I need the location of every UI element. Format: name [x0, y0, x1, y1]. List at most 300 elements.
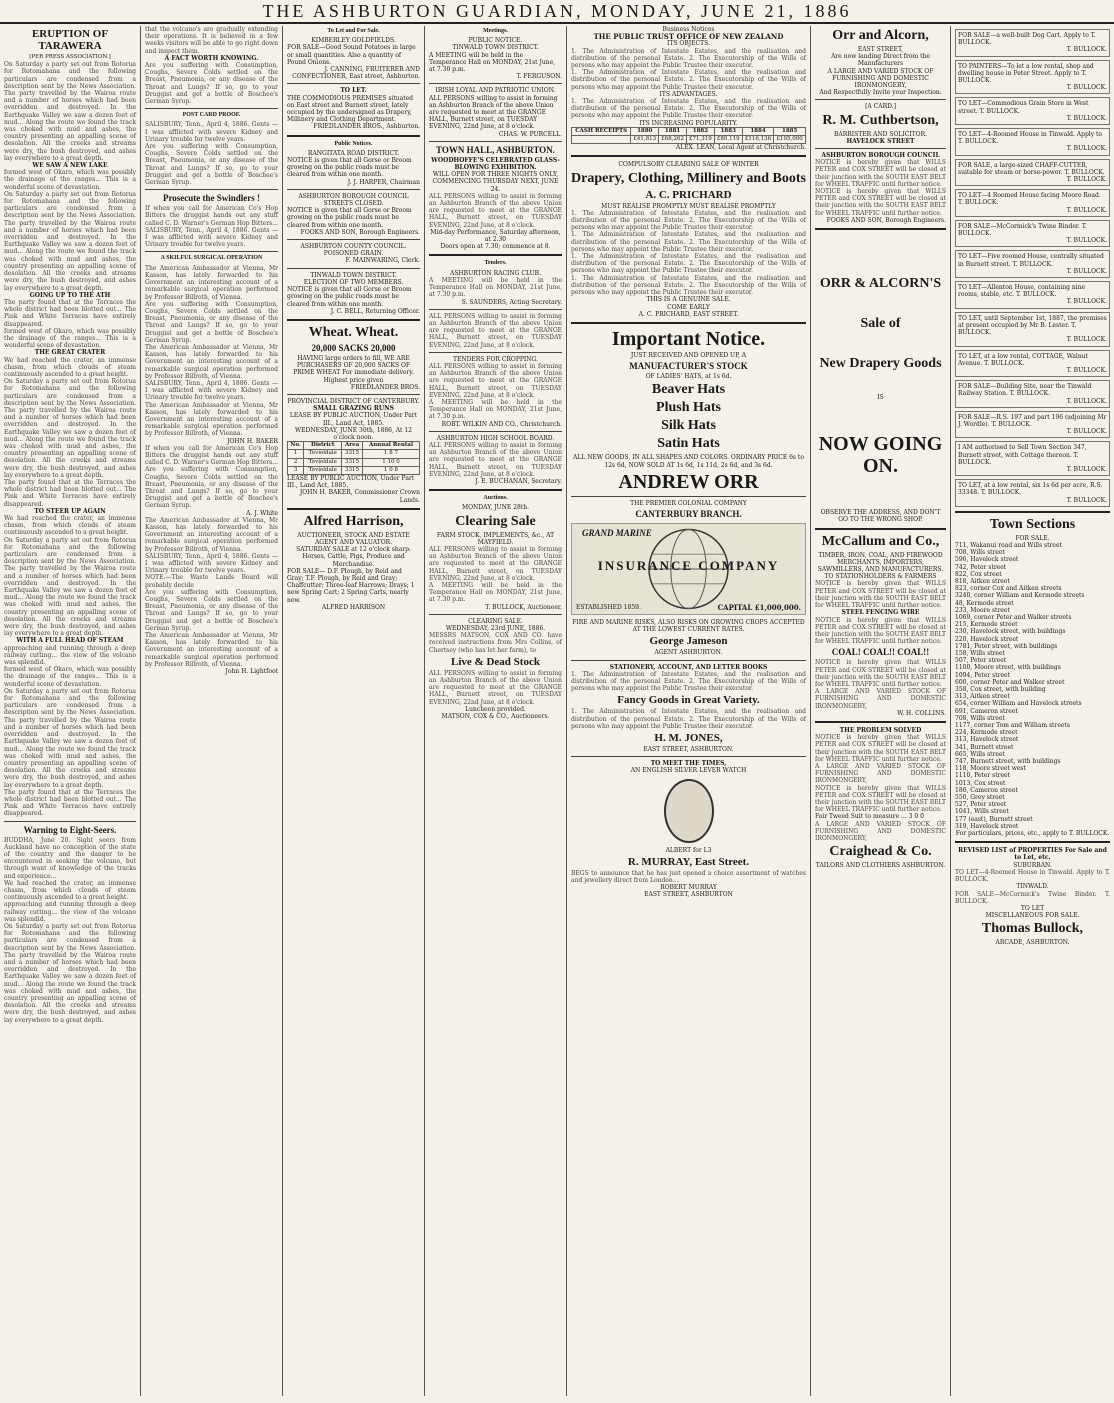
- hat-heading: Plush Hats: [656, 400, 721, 416]
- list-item: 1013, Cox street: [955, 779, 1006, 787]
- classified-ad: [955, 411, 1110, 439]
- table-cell: 1 8 7: [362, 450, 419, 458]
- classified-ad-text: TO LET, at a low rental, COTTAGE, Walnut Avenue. T. BULLOCK.: [958, 352, 1088, 367]
- list-item: 747, Burnett street, with buildings: [955, 758, 1061, 766]
- classified-ad-text: TO LET—4-Roomed House in Tinwald. Apply to T. BULLOCK.: [958, 131, 1103, 146]
- ad-heading: PUBLIC NOTICE.: [468, 37, 523, 45]
- list-item: 186, Cameron street: [955, 786, 1018, 794]
- ad-body: BEGS to announce that he has just opened a choice assortment of watches and jewellery direct from London...: [571, 869, 806, 884]
- ad-heading: FARM STOCK, IMPLEMENTS, &c., AT MAYFIELD.: [436, 531, 555, 546]
- list-item: 48, Kermode street: [955, 599, 1014, 607]
- article-body: approaching and running through a deep railway cutting... the view of the volcano was splendid.: [4, 644, 136, 667]
- classified-ad-signature: T. BULLOCK.: [1066, 46, 1107, 54]
- ad-heading: MANUFACTURER'S STOCK: [629, 361, 748, 372]
- classified-ad-signature: T. BULLOCK.: [1066, 237, 1107, 245]
- classified-ad-signature: T. BULLOCK.: [1066, 176, 1107, 184]
- list-item: 118, Moore street west: [955, 765, 1026, 773]
- classified-ad-text: TO LET, until September 1st, 1887, the premises at present occupied by Mr B. Lester. T. BULLOCK.: [958, 314, 1107, 337]
- table-row: [572, 136, 806, 144]
- ad-body: 1. The Administration of Intestate Estates, and the realisation and distribution of the personal Estate. 2. The Executorship of the Wills of persons who may appoint the Public Trustee their executor.: [571, 69, 806, 91]
- ad-signature: ALEX. LEAN, Local Agent at Christchurch.: [675, 144, 806, 152]
- ad-signature: J. C. BELL, Returning Officer.: [330, 307, 420, 315]
- ad-body: FIRE AND MARINE RISKS, ALSO RISKS ON GROWING CROPS ACCEPTED AT THE LOWEST CURRENT RATES.: [572, 618, 805, 634]
- ad-heading: TINWALD.: [1016, 883, 1049, 891]
- prichard-heading: A. C. PRICHARD: [645, 188, 732, 201]
- ad-heading: TO LET.: [340, 87, 367, 95]
- surgical-body: Are you suffering with Consumption, Coughs, Severe Colds settled on the Breast, Pneumonia, or any disease of the Throat and Lungs? If so, go to your Druggist and get a bottle of Boschee's German Syrup.: [145, 466, 278, 510]
- classified-ad-signature: T. BULLOCK.: [1066, 397, 1107, 405]
- ad-heading: SUBURBAN.: [1013, 861, 1052, 869]
- now-going-on-heading: NOW GOING ON.: [818, 433, 943, 478]
- ad-heading: WEDNESDAY, 23rd JUNE, 1886.: [445, 625, 546, 633]
- table-cell: 3315: [342, 466, 363, 474]
- swindlers-body: If when you call for American Co's Hop Bitters the druggist hands out any stuff called C. D. Warner's German Hop Bitters...: [145, 205, 278, 227]
- ad-heading: STREETS CLOSED.: [323, 200, 384, 208]
- town-sections-heading: Town Sections: [989, 516, 1076, 532]
- jameson-heading: George Jameson: [649, 635, 728, 648]
- classified-ad-text: FOR SALE—McCormick's Twine Binder. T. BULLOCK.: [958, 222, 1087, 238]
- table-header: No.: [288, 442, 304, 450]
- ad-heading: JUST RECEIVED AND OPENED UP, A: [630, 351, 747, 359]
- ad-signature: CHAS. W. PURCELL.: [498, 130, 562, 138]
- list-item: 822, Cox street: [955, 570, 1002, 578]
- list-item: 230, Havelock street, with buildings: [955, 628, 1066, 636]
- surgical-body: The American Ambassador at Vienna, Mr Kasson, has lately forwarded to his Government an interesting account of a remarkable surgical operation performed by Professor Billroth, of Vienna.: [145, 264, 278, 301]
- article-body: The party found that at the Terraces the whole district had been blotted out... The Pink and White Terraces have entirely disappeared.: [4, 478, 136, 508]
- table-header: District: [304, 442, 342, 450]
- column-3: [282, 26, 424, 1396]
- list-item: 1110, Peter street: [955, 772, 1011, 780]
- list-item: 708, Wills street: [955, 549, 1005, 557]
- ad-signature: J. J. HARPER, Chairman: [347, 178, 420, 186]
- list-item: 358, Cox street, with building: [955, 686, 1046, 694]
- sacks-heading: 20,000 SACKS 20,000: [311, 342, 396, 353]
- ad-body: NOTICE is given that all Gorse or Broom growing on the public roads must be cleared from within one month.: [287, 207, 412, 229]
- article-body: On Saturday a party set out from Rotorua for Rotomahana and the following particulars are condensed from a description sent by the News Association. The party travelled by the Wairoa route and a number of horses which had been overridden and destroyed. In the Earthquake Valley we saw a dozen feet of mud... Along the route we found the track was choked with mud and ashes, the country presenting an appalling scene of desolation. All the creeks and streams were dry, the bush destroyed, and ashes lay everywhere to a great depth.: [4, 190, 136, 292]
- orr-heading: ANDREW ORR: [618, 470, 759, 493]
- ad-body: ALL PERSONS willing to assist in forming an Ashburton Branch of the above Union are requested to meet at the GRANGE HALL, Burnett street, on TUESDAY EVENING, 22nd June, at 8 o'clock.: [429, 669, 562, 706]
- ad-heading: KIMBERLEY GOLDFIELDS.: [311, 37, 396, 45]
- new-drapery-heading: New Drapery Goods: [819, 356, 942, 372]
- classified-ad-signature: T. BULLOCK.: [1066, 84, 1107, 92]
- classified-ad-signature: T. BULLOCK.: [1066, 145, 1107, 153]
- ad-body: ALL PERSONS willing to assist in forming an Ashburton Branch of the above Union are requested to meet at the GRANGE HALL, Burnett street, on TUESDAY EVENING, 22nd June, at 8 o'clock.: [429, 441, 562, 478]
- orr-alcorn-heading: Orr and Alcorn,: [832, 28, 929, 43]
- subheading: WITH A FULL HEAD OF STEAM: [16, 637, 124, 645]
- classified-ad-signature: T. BULLOCK.: [1066, 267, 1107, 275]
- jones-heading: H. M. JONES,: [654, 731, 723, 744]
- table-cell: £68,262: [659, 136, 687, 144]
- list-item: 654, corner William and Havelock streets: [955, 700, 1082, 708]
- ad-heading: TAILORS AND CLOTHIERS ASHBURTON.: [815, 862, 946, 870]
- ad-heading: ASHBURTON BOROUGH COUNCIL: [298, 192, 409, 200]
- list-item: 550, Grey street: [955, 794, 1005, 802]
- ad-heading: SMALL GRAZING RUNS: [313, 405, 394, 413]
- ad-signature: T. FERGUSON.: [516, 73, 562, 81]
- classified-ad-signature: T. BULLOCK.: [1066, 366, 1107, 374]
- ad-heading: BARRISTER AND SOLICITOR.: [833, 130, 928, 138]
- list-item: 341, Burnett street: [955, 743, 1014, 751]
- sale-of-heading: Sale of: [860, 316, 901, 332]
- ad-heading: AUCTIONEER, STOCK AND ESTATE AGENT AND VALUATOR.: [297, 531, 410, 546]
- table-cell: £195,000: [774, 136, 806, 144]
- ad-heading: TOWN HALL, ASHBURTON.: [436, 144, 555, 155]
- ad-body: ALL PERSONS willing to assist in forming an Ashburton Branch of the above Union are requested to meet at the GRANGE HALL, Burnett street, on TUESDAY EVENING, 22nd June, at 8 o'clock.: [429, 312, 562, 349]
- article-body: We had reached the crater, an immense chasm, from which clouds of steam continuously ascended to a great height.: [4, 879, 136, 902]
- classified-ad-signature: T. BULLOCK.: [1066, 428, 1107, 436]
- classified-ad: [955, 441, 1110, 476]
- list-item: 691, Cameron street: [955, 707, 1018, 715]
- ad-body: A LARGE AND VARIED STOCK OF FURNISHING AND DOMESTIC IRONMONGERY,: [815, 762, 946, 785]
- ad-body: 1. The Administration of Intestate Estates, and the realisation and distribution of the personal Estate. 2. The Executorship of the Wills of persons who may appoint the Public Trustee their executor.: [571, 47, 806, 70]
- ad-heading: AN ENGLISH SILVER LEVER WATCH: [630, 767, 747, 775]
- ad-body: A LARGE AND VARIED STOCK OF FURNISHING AND DOMESTIC IRONMONGERY,: [815, 688, 946, 710]
- ad-body: SATURDAY SALE at 12 o'clock sharp. Horses, Cattle, Pigs, Produce and Merchandise.: [296, 546, 411, 568]
- cash-receipts-table: [571, 127, 806, 144]
- ad-signature: ROBT. WILKIN AND CO., Christchurch.: [441, 420, 562, 428]
- section-title: Meetings.: [483, 28, 508, 34]
- ad-heading: WOODHOFFE'S CELEBRATED GLASS-BLOWING EXHIBITION.: [431, 156, 560, 172]
- ad-heading: MONDAY, JUNE 28th.: [461, 504, 530, 512]
- article-body: approaching and running through a deep railway cutting... the view of the volcano was splendid.: [4, 901, 136, 923]
- classified-ad-text: TO LET—Allenton House, containing nine rooms, stable, etc. T. BULLOCK.: [958, 284, 1086, 299]
- table-cell: £41,813: [631, 136, 659, 144]
- table-row: [288, 466, 420, 474]
- list-item: 711, Wakanui road and Wills street: [955, 541, 1062, 549]
- ad-body: A MEETING will be held in the Temperance Hall on MONDAY, 21st June, at 7.30 p.m.: [429, 582, 562, 604]
- ad-body: LEASE BY PUBLIC AUCTION, Under Part III., Land Act, 1885.: [287, 474, 415, 490]
- classified-ad-signature: T. BULLOCK.: [1066, 298, 1107, 306]
- classified-ad-text: FOR SALE, a large-sized CHAFF-CUTTER, suitable for steam or horse-power. T. BULLOCK.: [958, 161, 1105, 176]
- classified-ad: [955, 29, 1110, 57]
- bullock-signature: Thomas Bullock,: [981, 921, 1084, 937]
- ad-body: NOTICE is hereby given that WILLS PETER and COX STREET will be closed at their junction with the SOUTH EAST BELT for WHEEL TRAFFIC until further notice.: [815, 159, 946, 188]
- column-1: [0, 26, 140, 1396]
- list-item: 313, Havelock street: [955, 736, 1019, 744]
- grand-marine-text: GRAND MARINE: [582, 527, 652, 538]
- classified-ad: [955, 159, 1110, 187]
- ad-heading: ASHBURTON HIGH SCHOOL BOARD.: [436, 434, 555, 442]
- list-item: 1041, Wills street: [955, 808, 1009, 816]
- article-body: formed west of Okaro, which was possibly the drainage of the ranges... This is a wonderful scene of devastation.: [4, 666, 136, 688]
- capital-text: CAPITAL £1,000,000.: [717, 602, 801, 612]
- ad-heading: [A CARD.]: [865, 103, 896, 111]
- table-header: 1881: [659, 127, 687, 135]
- list-item: 1069, corner Peter and Walker streets: [955, 613, 1072, 621]
- classified-ad: [955, 97, 1110, 125]
- ad-body: TO LET—4-Roomed House in Tinwald. Apply to T. BULLOCK.: [955, 868, 1110, 884]
- warning-body: BUDDHA, June 20. Sight seers from Auckland have no conception of the state of the country and the danger to be encountered in seeking the volcano, but through want of knowledge of the tracks and experience...: [4, 836, 136, 880]
- subheading: WE SAW A NEW LAKE: [32, 162, 108, 170]
- subheading: THE GREAT CRATER: [34, 349, 106, 357]
- surgical-body: NOTE.—The Waste Lands Board will probably decide: [145, 574, 278, 589]
- byline: [PER PRESS ASSOCIATION.]: [29, 54, 111, 60]
- table-cell: 1 10 0: [362, 458, 419, 466]
- ad-body: ALL NEW GOODS, IN ALL SHAPES AND COLORS. ORDINARY PRICE 6s to 12s 6d, NOW SOLD AT 1s 6d, 1s 11d, 2s 6d, and 3s 6d.: [573, 454, 804, 469]
- surgical-body: Are you suffering with Consumption, Coughs, Severe Colds settled on the Breast, Pneumonia, or any disease of the Throat and Lungs? If so, go to your Druggist and get a bottle of Boschee's German Syrup.: [145, 588, 278, 632]
- bullock-ads: [955, 29, 1110, 507]
- table-row: [288, 450, 420, 458]
- ad-heading: COMPULSORY CLEARING SALE OF WINTER: [618, 161, 759, 169]
- article-body: that the volcano's are gradually extending their operations. It is believed in a few weeks visitors will be able to go right down and inspect them.: [145, 26, 278, 55]
- section-title: To Let and For Sale.: [327, 28, 380, 34]
- table-cell: 1 0 8: [362, 466, 419, 474]
- surgical-body: The American Ambassador at Vienna, Mr Kasson, has lately forwarded to his Government an interesting account of a remarkable surgical operation performed by Professor Billroth, of Vienna.: [145, 516, 278, 553]
- section-title: Business Notices: [662, 26, 715, 33]
- article-body: We had reached the crater, an immense chasm, from which clouds of steam continuously ascended to a great height.: [4, 356, 136, 378]
- list-item: 596, Havelock street: [955, 556, 1019, 564]
- list-item: 1177, corner Tom and William streets: [955, 722, 1070, 730]
- table-header: CASH RECEIPTS: [572, 127, 631, 135]
- classified-ad-text: TO PAINTERS—To let a low rental, shop and dwelling house in Peter Street. Apply to T. BULLOCK.: [958, 62, 1094, 85]
- ad-body: A MEETING will be held in the Temperance Hall on MONDAY, 21st June, at 7.30 p.m.: [429, 51, 556, 74]
- ad-signature: FRIEDLANDER BROS., Ashburton.: [313, 123, 420, 131]
- ad-body: OBSERVE THE ADDRESS, AND DON'T GO TO THE WRONG SHOP.: [820, 509, 941, 524]
- divider: [4, 821, 136, 822]
- headline-tarawera: ERUPTION OF TARAWERA: [31, 28, 109, 52]
- surgical-body: Are you suffering with Consumption, Coughs, Severe Colds settled on the Breast, Pneumonia, or any disease of the Throat and Lungs? If so, go to your Druggist and get a bottle of Boschee's German Syrup.: [145, 300, 278, 344]
- ad-signature: T. BULLOCK, Auctioneer.: [485, 603, 562, 611]
- ad-heading: EAST STREET,: [857, 46, 904, 53]
- ad-body: A MEETING will be held in the Temperance Hall on MONDAY, 21st June, at 7.30 p.m.: [429, 276, 562, 299]
- ad-heading: MISCELLANEOUS FOR SALE.: [985, 912, 1080, 920]
- list-item: 319, Havelock street: [955, 822, 1019, 830]
- ad-heading: COME EARLY: [667, 303, 710, 311]
- ad-heading: ELECTION OF TWO MEMBERS.: [303, 278, 404, 286]
- table-cell: Tevioldale: [304, 450, 342, 458]
- proof-title: POST CARD PROOF.: [182, 112, 241, 119]
- column-4: [424, 26, 566, 1396]
- list-item: 233, Moore street: [955, 606, 1010, 614]
- column-2: [140, 26, 282, 1396]
- classified-ad: [955, 312, 1110, 347]
- ad-body: MESSRS MATSON, COX AND CO. have received instructions from Mrs Collins, of Chertsey (who has let her farm), to: [429, 632, 562, 654]
- list-item: 665, Wills street: [955, 750, 1005, 758]
- insurance-company-text: INSURANCE COMPANY: [597, 557, 780, 573]
- ad-heading: AGENT ASHBURTON.: [654, 649, 723, 657]
- classified-ad-signature: T. BULLOCK.: [1066, 114, 1107, 122]
- classified-ad-text: TO LET, at a low rental, six 1s 6d per acre, R.S. 33348. T. BULLOCK.: [958, 482, 1103, 497]
- list-item: 527, Peter street: [955, 801, 1007, 809]
- ad-heading: ITS ADVANTAGES.: [659, 90, 718, 98]
- article-body: On Saturday a party set out from Rotorua for Rotomahana and the following particulars are condensed from a description sent by the News Association. The party travelled by the Wairoa route and a number of horses which had been overridden and destroyed. In the Earthquake Valley we saw a dozen feet of mud... Along the route we found the track was choked with mud and ashes, the country presenting an appalling scene of desolation. All the creeks and streams were dry, the bush destroyed, and ashes lay everywhere to a great depth.: [4, 536, 136, 638]
- surgical-body: The American Ambassador at Vienna, Mr Kasson, has lately forwarded to his Government an interesting account of a remarkable surgical operation performed by Professor Billroth, of Vienna.: [145, 632, 278, 668]
- classified-ad: [955, 281, 1110, 309]
- article-body: formed west of Okaro, which was possibly the drainage of the ranges... This is a wonderful scene of devastation.: [4, 169, 136, 191]
- column-7: [950, 26, 1114, 1396]
- classified-ad-text: I AM authorised to Sell Town Section 347, Burnett street, with Cottage thereon. T. BULLOCK.: [958, 444, 1087, 466]
- ad-signature: MATSON, COX & CO., Auctioneers.: [441, 713, 550, 721]
- classified-ad: [955, 128, 1110, 156]
- table-cell: Tevioldale: [304, 458, 342, 466]
- table-cell: 3315: [342, 450, 363, 458]
- ad-signature: ARCADE, ASHBURTON.: [995, 939, 1070, 947]
- ad-heading: TINWALD TOWN DISTRICT.: [452, 44, 539, 52]
- ad-heading: THIS IS A GENUINE SALE.: [646, 296, 731, 304]
- ad-signature: S. SAUNDERS, Acting Secretary.: [461, 298, 562, 306]
- classified-ad-text: FOR SALE—a well-built Dog Cart. Apply to T. BULLOCK.: [958, 32, 1096, 47]
- murray-heading: R. MURRAY, East Street.: [627, 855, 750, 868]
- ad-body: Highest price given: [323, 376, 384, 384]
- classified-ad-text: TO LET—Commodious Grain Store in West street. T. BULLOCK.: [958, 100, 1089, 115]
- ad-body: A LARGE AND VARIED STOCK OF FURNISHING AND DOMESTIC IRONMONGERY,: [827, 67, 934, 90]
- table-header: 1880: [631, 127, 659, 135]
- ad-heading: LEASE BY PUBLIC AUCTION, Under Part III., Land Act, 1885.: [289, 412, 418, 427]
- ad-heading: CANTERBURY BRANCH.: [635, 508, 742, 519]
- list-item: 1094, Peter street: [955, 671, 1011, 679]
- article-body: On Saturday a party set out from Rotorua for Rotomahana and the following particulars are condensed from a description sent by the News Association. The party travelled by the Wairoa route and a number of horses which had been overridden and destroyed. In the Earthquake Valley we saw a dozen feet of mud... Along the route we found the track was choked with mud and ashes, the country presenting an appalling scene of desolation. All the creeks and streams were dry, the bush destroyed, and ashes lay everywhere to a great depth.: [4, 922, 136, 1024]
- ad-signature: F. MAINWARING, Clerk.: [345, 257, 420, 265]
- classified-ad: [955, 479, 1110, 507]
- ad-heading: ALBERT for L3: [665, 846, 712, 854]
- table-cell: 1: [288, 450, 304, 458]
- price-line: Fair Tweed Suit to measure ... 3 0 0: [815, 813, 924, 821]
- masthead: THE ASHBURTON GUARDIAN, MONDAY, JUNE 21, 1886: [0, 0, 1114, 24]
- classified-ad: [955, 60, 1110, 95]
- ad-body: FOR SALE—Good Sound Potatoes in large or small quantities. Also a quantity of Pound Onions.: [287, 44, 416, 66]
- article-body: On Saturday a party set out from Rotorua for Rotomahana and the following particulars are condensed from a description sent by the News Association. The party travelled by the Wairoa route and a number of horses which had been overridden and destroyed. In the Earthquake Valley we saw a dozen feet of mud... Along the route we found the track was choked with mud and ashes, the country presenting an appalling scene of desolation. All the creeks and streams were dry, the bush destroyed, and ashes lay everywhere to a great depth.: [4, 61, 136, 162]
- pocket-watch-icon: [664, 779, 714, 843]
- table-cell: £80,119: [714, 136, 742, 144]
- surgical-body: The American Ambassador at Vienna, Mr Kasson, has lately forwarded to his Government an interesting account of a remarkable surgical operation performed by Professor Billroth, of Vienna.: [145, 401, 278, 438]
- ad-heading: TO STATIONHOLDERS & FARMERS: [824, 573, 937, 581]
- harrison-heading: Alfred Harrison,: [303, 513, 404, 529]
- ad-body: NOTICE is hereby given that WILLS PETER and COX STREET will be closed at their junction with the SOUTH EAST BELT for WHEEL TRAFFIC until further notice.: [815, 188, 946, 217]
- ad-body: NOTICE is hereby given that WILLS PETER and COX STREET will be closed at their junction with the SOUTH EAST BELT for WHEEL TRAFFIC until further notice.: [815, 659, 946, 688]
- article-body: formed west of Okaro, which was possibly the drainage of the ranges... This is a wonderful scene of devastation.: [4, 327, 136, 350]
- ad-body: And Respectfully Invite your Inspection.: [819, 89, 942, 97]
- warning-title: Warning to Eight-Seers.: [23, 824, 117, 835]
- wheat-heading: Wheat. Wheat.: [308, 324, 399, 340]
- table-cell: 3: [288, 466, 304, 474]
- ad-heading: HAVELOCK STREET: [846, 137, 915, 145]
- ad-body: FOR SALE— D.F. Plough, by Reid and Gray; T.F. Plough, by Reid and Gray; Chaffcutter; Three-leaf Harrows; Drays; 1 new Spring Cart; 2 Spring Carts, nearly new.: [287, 567, 415, 604]
- ad-heading: ASHBURTON BOROUGH COUNCIL: [821, 152, 940, 160]
- ad-signature: EAST STREET, ASHBURTON: [644, 891, 733, 899]
- ad-heading: POISONED GRAIN.: [323, 250, 384, 258]
- ad-heading: TENDERS FOR CROPPING.: [452, 355, 539, 363]
- runs-table: [287, 441, 420, 475]
- table-header: 1885: [774, 127, 806, 135]
- surgical-body: If when you call for American Co's Hop Bitters the druggist hands out any stuff called C. D. Warner's German Hop Bitters...: [145, 444, 278, 467]
- ad-body: 1. The Administration of Intestate Estates, and the realisation and distribution of the personal Estate. 2. The Executorship of the Wills of persons who may appoint the Public Trustee their executor.: [571, 231, 806, 253]
- ad-signature: ALFRED HARRISON: [321, 603, 386, 611]
- list-item: 1100, Moore street, with buildings: [955, 664, 1061, 672]
- ad-body: THE COMMODIOUS PREMISES situated on East street and Burnett street, lately occupied by the undersigned as Drapery, Millinery and Clothing Department.: [287, 94, 414, 124]
- ad-body: Luncheon provided.: [465, 705, 526, 713]
- classified-ad-signature: T. BULLOCK.: [1066, 206, 1107, 214]
- ad-heading: ASHBURTON RACING CLUB.: [449, 269, 541, 277]
- ad-signature: W. H. COLLINS.: [897, 709, 946, 717]
- sections-list: [955, 542, 1110, 830]
- ad-signature: FOOKS AND SON, Borough Engineers.: [826, 216, 946, 224]
- table-cell: £116,136: [742, 136, 774, 144]
- surgical-body: SALISBURY, Tenn., April 4, 1886. Gents — I was afflicted with severe Kidney and Urinary trouble for twelve years.: [145, 552, 278, 575]
- ad-body: NOTICE is hereby given that WILLS PETER and COX STREET will be closed at their junction with the SOUTH EAST BELT for WHEEL TRAFFIC until further notice.: [815, 784, 946, 814]
- ad-body: 1. The Administration of Intestate Estates, and the realisation and distribution of the personal Estate. 2. The Executorship of the Wills of persons who may appoint the Public Trustee their executor.: [571, 670, 806, 693]
- ad-heading: EAST STREET, ASHBURTON.: [643, 745, 734, 753]
- ad-heading: WEDNESDAY, JUNE 30th, 1886, At 12 o'clock noon.: [295, 426, 412, 441]
- section-title: Auctions.: [483, 495, 508, 502]
- ad-body: ALL PERSONS willing to assist in forming an Ashburton Branch of the above Union are requested to meet at the GRANGE HALL, Burnett street, on TUESDAY EVENING, 22nd June, at 8 o'clock.: [429, 545, 562, 582]
- list-item: 600, corner Peter and Walker street: [955, 678, 1065, 686]
- mccallum-heading: McCallum and Co.,: [821, 533, 940, 549]
- list-item: 742, Peter street: [955, 563, 1007, 571]
- hat-heading: Beaver Hats: [651, 382, 726, 398]
- fact-title: A FACT WORTH KNOWING.: [164, 54, 259, 62]
- ad-heading: ITS INCREASING POPULARITY.: [639, 119, 738, 127]
- ad-body: HAVING large orders to fill, WE ARE PURCHASERS OF 20,000 SACKS OF PRIME WHEAT For immediate delivery.: [293, 354, 414, 377]
- table-cell: Tevioldale: [304, 466, 342, 474]
- ad-heading: PROVINCIAL DISTRICT OF CANTERBURY.: [287, 397, 420, 405]
- column-6: [810, 26, 950, 1396]
- classified-ad-signature: T. BULLOCK.: [1066, 465, 1107, 473]
- ad-heading: TINWALD TOWN DISTRICT.: [310, 271, 397, 279]
- ad-body: 1. The Administration of Intestate Estates, and the realisation and distribution of the personal Estate. 2. The Executorship of the Wills of persons who may appoint the Public Trustee their executor.: [571, 209, 806, 232]
- ad-signature: FRIEDLANDER BROS.: [350, 383, 420, 391]
- signature: John H. Lightfoot: [225, 668, 278, 676]
- classified-ad: [955, 250, 1110, 278]
- ad-body: NOTICE is given that all Gorse or Broom growing on the public roads must be cleared from within one month.: [287, 286, 412, 308]
- ad-signature: JOHN H. BAKER, Commissioner Crown Lands.: [299, 489, 420, 504]
- list-item: 3240, corner William and Kermode streets: [955, 592, 1085, 600]
- classified-ad: [955, 380, 1110, 408]
- table-header: Annual Rental: [362, 442, 419, 450]
- drapery-heading: Drapery, Clothing, Millinery and Boots: [571, 170, 806, 186]
- article-body: The party found that at the Terraces the whole district had been blotted out... The Pink and White Terraces have entirely disappeared.: [4, 788, 136, 818]
- classified-ad-text: TO LET—Five roomed House, centrally situated in Burnett street. T. BULLOCK.: [958, 253, 1104, 268]
- ad-heading: RANGITATA ROAD DISTRICT.: [307, 149, 400, 157]
- ad-body: 1. The Administration of Intestate Estates, and the realisation and distribution of the personal Estate. 2. The Executorship of the Wills of persons who may appoint the Public Trustee their executor.: [571, 98, 806, 120]
- ad-signature: A. C. PRICHARD, EAST STREET.: [638, 310, 739, 318]
- ad-body: NOTICE is given that all Gorse or Broom growing on the public roads must be cleared from within one month.: [287, 157, 412, 179]
- list-item: 1781, Peter street, with buildings: [955, 642, 1058, 650]
- ad-signature: ROBERT MURRAY: [660, 884, 717, 892]
- section-title: Public Notices.: [334, 140, 373, 147]
- signature: JOHN H. BAKER: [227, 437, 278, 445]
- coal-heading: COAL! COAL!! COAL!!: [831, 647, 930, 658]
- surgical-title: A SKILFUL SURGICAL OPERATION: [160, 255, 263, 262]
- ad-body: NOTICE is hereby given that WILLS PETER and COX STREET will be closed at their junction with the SOUTH EAST BELT for WHEEL TRAFFIC until further notice.: [815, 734, 946, 763]
- classified-ad: [955, 350, 1110, 378]
- ad-body: 1. The Administration of Intestate Estates, and the realisation and distribution of the personal Estate. 2. The Executorship of the Wills of persons who may appoint the Public Trustee their executor.: [571, 274, 806, 297]
- clearing-sale-heading: Clearing Sale: [455, 513, 536, 529]
- subheading: GOING UP TO THE ATH: [29, 291, 111, 299]
- ad-body: ALL PERSONS willing to assist in forming an Ashburton Branch of the above Union are requested to meet at the GRANGE HALL, Burnett street, on TUESDAY EVENING, 22nd June, at 8 o'clock.: [429, 94, 558, 131]
- fancy-heading: Fancy Goods in Great Variety.: [617, 694, 760, 707]
- ad-body: TIMBER, IRON, COAL, AND FIREWOOD MERCHANTS, IMPORTERS, SAWMILLERS, AND MANUFACTURERS.: [817, 551, 944, 574]
- list-item: 818, Aitken street: [955, 577, 1010, 585]
- column-5: [566, 26, 810, 1396]
- signature: A. J. White: [246, 509, 278, 517]
- list-item: 220, Havelock street: [955, 635, 1019, 643]
- table-cell: 2: [288, 458, 304, 466]
- list-item: 313, Aitken street: [955, 693, 1010, 701]
- ad-body: 1. The Administration of Intestate Estates, and the realisation and distribution of the personal Estate. 2. The Executorship of the Wills of persons who may appoint the Public Trustee their executor.: [571, 253, 806, 275]
- classified-ad: [955, 220, 1110, 248]
- table-cell: £71,319: [687, 136, 715, 144]
- ad-signature: J. E. BUCHANAN, Secretary.: [475, 477, 562, 485]
- ad-body: Doors open at 7.30; commence at 8.: [440, 243, 551, 251]
- hat-heading: Silk Hats: [661, 418, 716, 434]
- article-body: On Saturday a party set out from Rotorua for Rotomahana and the following particulars are condensed from a description sent by the News Association. The party travelled by the Wairoa route and a number of horses which had been overridden and destroyed. In the Earthquake Valley we saw a dozen feet of mud... Along the route we found the track was choked with mud and ashes, the country presenting an appalling scene of desolation. All the creeks and streams were dry, the bush destroyed, and ashes lay everywhere to a great depth.: [4, 378, 136, 479]
- proof-body: SALISBURY, Tenn., April 4, 1886. Gents — I was afflicted with severe Kidney and Urinary trouble for twelve years.: [145, 121, 278, 143]
- table-header-row: [572, 127, 806, 135]
- table-header: 1882: [687, 127, 715, 135]
- classified-ad-text: FOR SALE—Building Site, near the Tinwald Railway Station. T. BULLOCK.: [958, 383, 1092, 398]
- ad-body: A MEETING will be held in the Temperance Hall on MONDAY, 21st June, at 7.30 p.m.: [429, 398, 562, 421]
- ad-body: NOTICE is hereby given that WILLS PETER and COX STREET will be closed at their junction with the SOUTH EAST BELT for WHEEL TRAFFIC until further notice.: [815, 616, 946, 646]
